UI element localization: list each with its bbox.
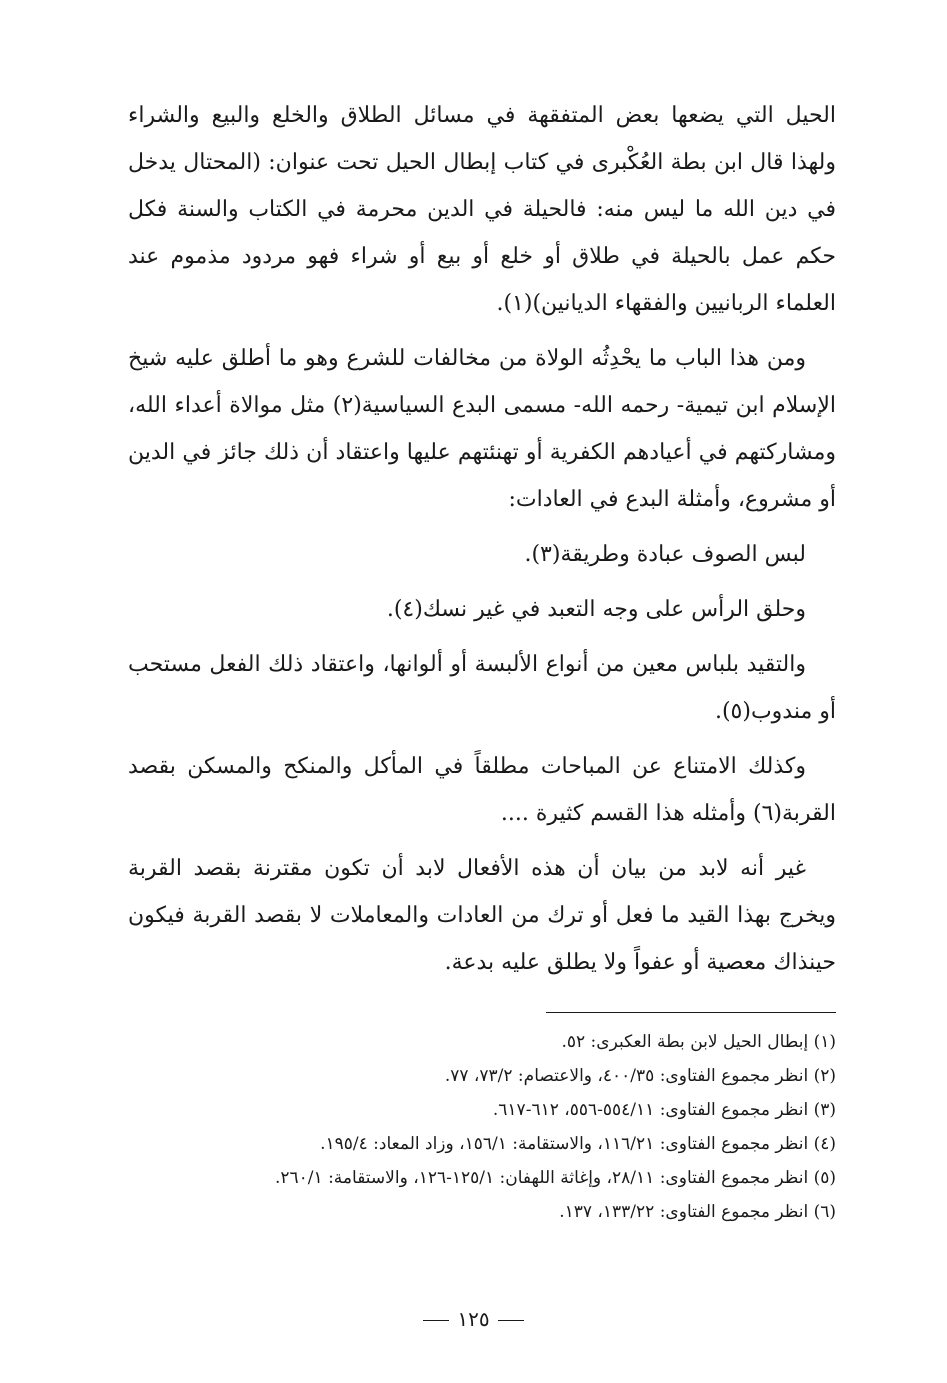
paragraph-3: لبس الصوف عبادة وطريقة(٣). xyxy=(524,542,806,567)
page-number-dash-left xyxy=(423,1320,449,1321)
paragraph-5: والتقيد بلباس معين من أنواع الألبسة أو ألوانها، واعتقاد ذلك الفعل مستحب أو مندوب(٥). xyxy=(128,652,836,724)
paragraph-7: غير أنه لابد من بيان أن هذه الأفعال لابد أن تكون مقترنة بقصد القربة ويخرج بهذا القيد ما فعل أو ترك من العادات والمعاملات لا بقصد القربة فيكون حينذاك معصية أو عفواً ولا يطلق عليه بدعة. xyxy=(128,856,836,975)
page-number-dash-right xyxy=(498,1320,524,1321)
footnote-4: (٤) انظر مجموع الفتاوى: ١١٦/٢١، والاستقامة: ١٥٦/١، وزاد المعاد: ١٩٥/٤. xyxy=(320,1134,836,1154)
page-number-value: ١٢٥ xyxy=(457,1307,490,1331)
footnote-5: (٥) انظر مجموع الفتاوى: ٢٨/١١، وإغاثة اللهفان: ١٢٥/١-١٢٦، والاستقامة: ٢٦٠/١. xyxy=(275,1168,836,1188)
footnote-separator xyxy=(546,1012,836,1013)
footnote-1: (١) إبطال الحيل لابن بطة العكبرى: ٥٢. xyxy=(561,1032,836,1052)
page-body xyxy=(128,92,836,1342)
paragraph-2: ومن هذا الباب ما يحْدِثُه الولاة من مخالفات للشرع وهو ما أطلق عليه شيخ الإسلام ابن تيمية- رحمه الله- مسمى البدع السياسية(٢) مثل موالاة أعداء الله، ومشاركتهم في أعيادهم الكفرية أو تهنئتهم عليها واعتقاد أن ذلك جائز في الدين أو مشروع، وأمثلة البدع في العادات: xyxy=(128,346,836,512)
footnotes-list xyxy=(128,1025,836,1229)
footnote-3: (٣) انظر مجموع الفتاوى: ٥٥٤/١١-٥٥٦، ٦١٢-٦١٧. xyxy=(492,1100,836,1120)
paragraph-1: الحيل التي يضعها بعض المتفقهة في مسائل الطلاق والخلع والبيع والشراء ولهذا قال ابن بطة العُكْبرى في كتاب إبطال الحيل تحت عنوان: (المحتال يدخل في دين الله ما ليس منه: فالحيلة في الدين محرمة في الكتاب والسنة فكل حكم عمل بالحيلة في طلاق أو خلع أو بيع أو شراء فهو مردود مذموم عند العلماء الربانيين والفقهاء الديانين)(١). xyxy=(128,103,836,316)
paragraph-4: وحلق الرأس على وجه التعبد في غير نسك(٤). xyxy=(386,597,806,622)
paragraph-6: وكذلك الامتناع عن المباحات مطلقاً في المأكل والمنكح والمسكن بقصد القربة(٦) وأمثله هذا القسم كثيرة .... xyxy=(128,754,836,826)
page-number xyxy=(0,1307,947,1331)
footnote-6: (٦) انظر مجموع الفتاوى: ١٣٣/٢٢، ١٣٧. xyxy=(559,1202,836,1222)
footnote-2: (٢) انظر مجموع الفتاوى: ٤٠٠/٣٥، والاعتصام: ٧٣/٢، ٧٧. xyxy=(444,1066,836,1086)
